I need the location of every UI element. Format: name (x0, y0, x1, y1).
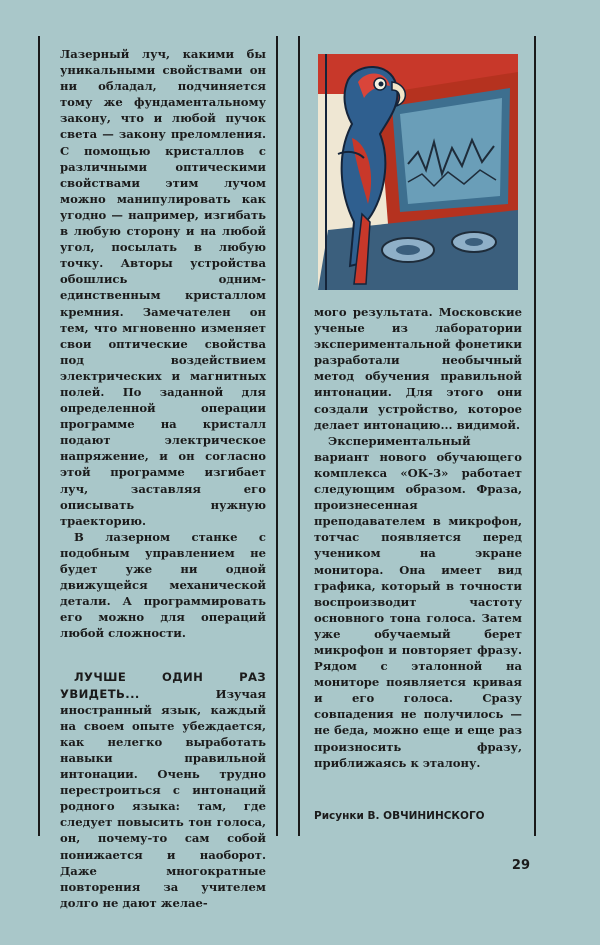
section-paragraph (60, 669, 266, 910)
left-paragraph-3: Изучая иностранный язык, каждый на своем опыте убеждается, как нелегко выработать навыки правильной интонации. Очень трудно перестроиться с интонаций родного языка: там, где следует повысить тон голоса, он, почему-то сам собой понижается и наоборот. Даже многократные повторения за учителем долго не дают желае- (60, 686, 266, 910)
page-number: 29 (511, 858, 530, 873)
parrot-illustration-svg (318, 54, 518, 290)
right-column (298, 36, 536, 836)
section-heading: ЛУЧШЕ ОДИН РАЗ УВИДЕТЬ... (60, 670, 266, 701)
left-paragraph-2: В лазерном станке с подобным управлением не будет уже ни одной движущейся механической детали. А программировать его можно для операций любой сложности. (60, 529, 266, 641)
right-paragraph-2: Экспериментальный вариант нового обучающего комплекса «ОК-3» работает следующим образом. Фраза, произнесенная преподавателем в микрофон, тотчас появляется перед учеником на экране монитора. Она имеет вид графика, который в точности воспроизводит частоту основного тона голоса. Затем уже обучаемый берет микрофон и повторяет фразу. Рядом с эталонной на мониторе появляется кривая и его голоса. Сразу совпадения не получилось — не беда, можно еще и еще раз произносить фразу, приближаясь к эталону. (314, 433, 522, 770)
left-column (38, 36, 278, 910)
illustration-credit: Рисунки В. ОВЧИНИНСКОГО (314, 809, 485, 822)
right-paragraph-1: мого результата. Московские ученые из лаборатории экспериментальной фонетики разработали необычный метод обучения правильной интонации. Для этого они создали устройство, которое делает интонацию... видимой. (314, 305, 522, 432)
left-paragraph-1: Лазерный луч, какими бы уникальными свойствами он ни обладал, подчиняется тому же фундаментальному закону, что и любой пучок света — закону преломления. С помощью кристаллов с различными оптическими свойствами этим лучом можно манипулировать как угодно — например, изгибать в любую сторону и на любой угол, посылать в любую точку. Авторы устройства обошлись одним-единственным кристаллом кремния. Замечателен он тем, что мгновенно изменяет свои оптические свойства под воздействием электрических и магнитных полей. По заданной для определенной операции программе на кристалл подают электрическое напряжение, и он согласно этой программе изгибает луч, заставляя его описывать нужную траекторию. (60, 47, 266, 528)
parrot-monitor-illustration (318, 54, 518, 290)
